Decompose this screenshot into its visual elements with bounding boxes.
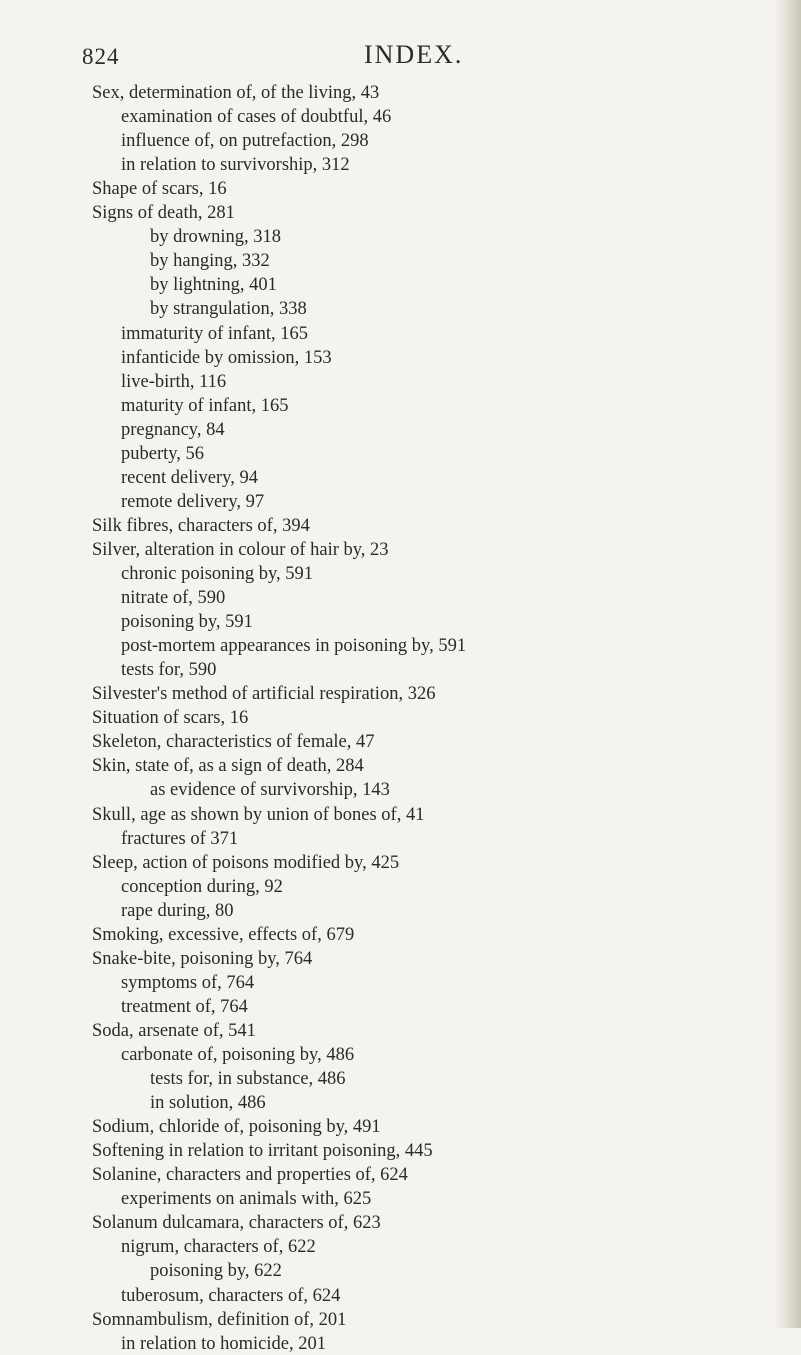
index-entry: tuberosum, characters of, 624: [121, 1285, 341, 1306]
index-entry: conception during, 92: [121, 876, 283, 897]
index-entry: Solanum dulcamara, characters of, 623: [92, 1213, 381, 1234]
index-entry: by lightning, 401: [150, 275, 277, 296]
index-entry: nigrum, characters of, 622: [121, 1237, 316, 1258]
index-entry: Silver, alteration in colour of hair by, 23: [92, 539, 389, 560]
index-entry: rape during, 80: [121, 900, 234, 921]
index-entry: pregnancy, 84: [121, 419, 225, 440]
index-entry: chronic poisoning by, 591: [121, 564, 314, 584]
index-entry: live-birth, 116: [121, 371, 227, 392]
index-entry: tests for, in substance, 486: [150, 1069, 346, 1090]
index-entry: Skeleton, characteristics of female, 47: [92, 732, 375, 753]
index-entry: Soda, arsenate of, 541: [92, 1020, 256, 1041]
index-entry: fractures of 371: [121, 828, 239, 849]
index-entry: in relation to homicide, 201: [121, 1333, 326, 1354]
index-entry: puberty, 56: [121, 443, 205, 464]
index-entry: by strangulation, 338: [150, 299, 307, 320]
index-entry: experiments on animals with, 625: [121, 1189, 372, 1210]
index-entry: poisoning by, 622: [150, 1261, 282, 1282]
index-entry: Snake-bite, poisoning by, 764: [92, 948, 313, 969]
index-entry: recent delivery, 94: [121, 467, 258, 488]
index-entry: Silk fibres, characters of, 394: [92, 515, 310, 536]
index-entry: tests for, 590: [121, 660, 217, 681]
index-entry: Sodium, chloride of, poisoning by, 491: [92, 1117, 381, 1138]
index-entry: Sleep, action of poisons modified by, 425: [92, 852, 400, 873]
running-head: INDEX.: [364, 40, 464, 69]
index-entry: influence of, on putrefaction, 298: [121, 131, 369, 152]
index-entry: in solution, 486: [150, 1093, 266, 1114]
index-entry: Skull, age as shown by union of bones of, 41: [92, 804, 425, 825]
index-entry: poisoning by, 591: [121, 612, 253, 633]
index-entry: Sex, determination of, of the living, 43: [92, 83, 380, 103]
index-entry: Smoking, excessive, effects of, 679: [92, 924, 355, 945]
index-entry: carbonate of, poisoning by, 486: [121, 1045, 355, 1065]
index-entry: Situation of scars, 16: [92, 708, 249, 729]
index-entry: infanticide by omission, 153: [121, 347, 332, 368]
index-entry: in relation to survivorship, 312: [121, 155, 350, 176]
index-entry: remote delivery, 97: [121, 491, 265, 512]
index-entry: examination of cases of doubtful, 46: [121, 107, 392, 128]
index-entry: Signs of death, 281: [92, 203, 235, 224]
index-entry: symptoms of, 764: [121, 972, 255, 993]
index-entry: Skin, state of, as a sign of death, 284: [92, 756, 364, 777]
index-entry: as evidence of survivorship, 143: [150, 780, 390, 801]
index-entry: Solanine, characters and properties of, 624: [92, 1165, 408, 1186]
page-number: 824: [82, 44, 120, 69]
index-entry: immaturity of infant, 165: [121, 323, 309, 344]
page-edge-shadow: [775, 0, 801, 1328]
index-entry: maturity of infant, 165: [121, 395, 289, 416]
index-entry: Shape of scars, 16: [92, 179, 227, 200]
index-entry: nitrate of, 590: [121, 588, 226, 609]
index-entry: treatment of, 764: [121, 996, 248, 1017]
index-entry: Somnambulism, definition of, 201: [92, 1309, 347, 1330]
index-entry: post-mortem appearances in poisoning by, 591: [121, 636, 467, 657]
index-entry: by hanging, 332: [150, 251, 270, 272]
index-entry: Silvester's method of artificial respiration, 326: [92, 684, 436, 705]
index-entry: Softening in relation to irritant poisoning, 445: [92, 1141, 433, 1162]
index-entry: by drowning, 318: [150, 227, 282, 248]
